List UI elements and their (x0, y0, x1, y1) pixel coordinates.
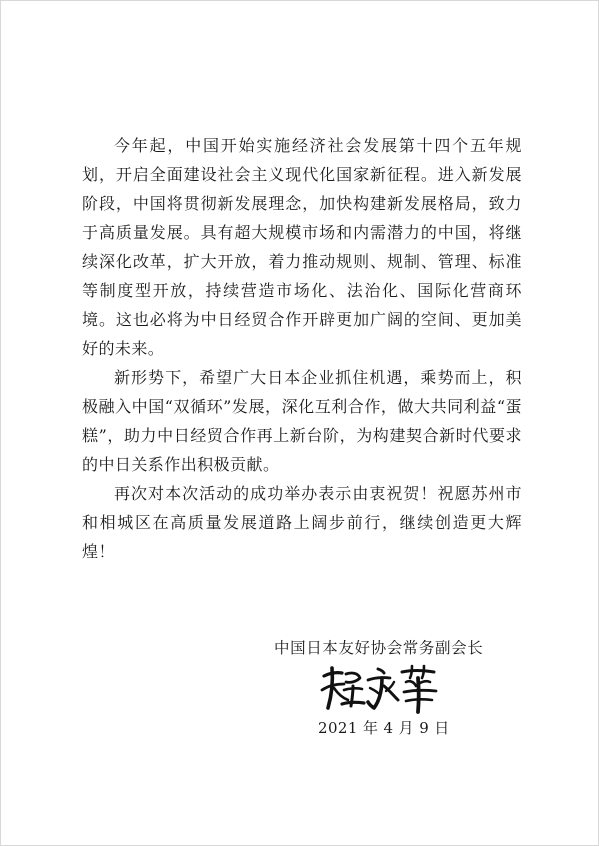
paragraph-1: 今年起，中国开始实施经济社会发展第十四个五年规划，开启全面建设社会主义现代化国家新征程。进入新发展阶段，中国将贯彻新发展理念，加快构建新发展格局，致力于高质量发展。具有超大规模市场和内需潜力的中国，将继续深化改革，扩大开放，着力推动规则、规制、管理、标准等制度型开放，持续营造市场化、法治化、国际化营商环境。这也必将为中日经贸合作开辟更加广阔的空间、更加美好的未来。 (82, 136, 522, 358)
letter-body (82, 131, 522, 566)
paragraph-2: 新形势下，希望广大日本企业抓住机遇，乘势而上，积极融入中国“双循环”发展，深化互利合作，做大共同利益“蛋糕”，助力中日经贸合作再上新台阶，为构建契合新时代要求的中日关系作出积极贡献。 (82, 368, 522, 474)
signatory-title: 中国日本友好协会常务副会长 (274, 639, 484, 657)
letter-date: 2021 年 4 月 9 日 (318, 719, 450, 737)
paragraph-3: 再次对本次活动的成功举办表示由衷祝贺！祝愿苏州市和相城区在高质量发展道路上阔步前行，继续创造更大辉煌！ (82, 484, 522, 561)
